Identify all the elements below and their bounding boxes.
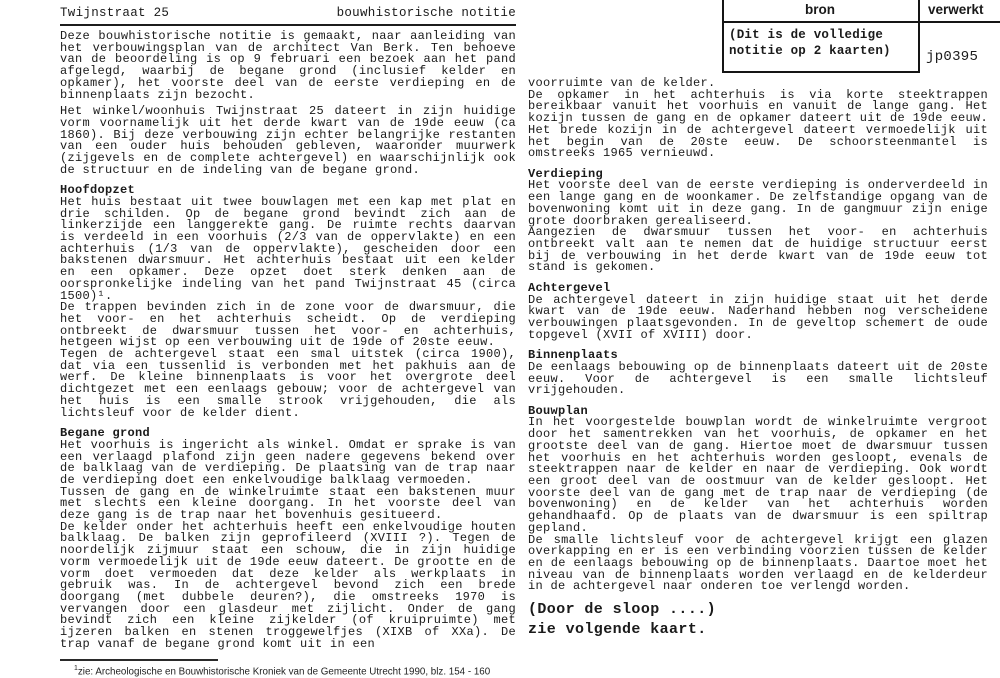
stamp-bottom-rule [722, 71, 920, 73]
closing-note-line: (Door de sloop ....) [528, 601, 717, 619]
intro-paragraph: Deze bouwhistorische notitie is gemaakt, naar aanleiding van het verbouwingsplan van de architect Van Berk. Ten behoeve van de beoordeling is op 9 februari een bezoek aan het pand afgelegd, waarbij de begane grond (inclusief kelder en opkamer), het voorste deel van de eerste verdieping en de binnenplaats zijn bezocht. [60, 29, 516, 102]
section-paragraph: Aangezien de dwarsmuur tussen het voor- en achterhuis ontbreekt valt aan te nemen dat de huidige structuur eerst bij de verbouwing in het derde kwart van de 19de eeuw tot stand is gekomen. [528, 225, 988, 275]
section-paragraph: De achtergevel dateert in zijn huidige staat uit het derde kwart van de 19de eeuw. Naderhand hebben nog verscheidene verbouwingen plaatsgevonden. In de geveltop schemert de oude topgevel (XVII of XVIII) door. [528, 292, 988, 342]
section-paragraph: De kelder onder het achterhuis heeft een enkelvoudige houten balklaag. De balken zijn geprofileerd (XVIII ?). Tegen de noordelijk zijmuur staat een schouw, die in zijn huidige vorm vermoedelijk uit de 19de eeuw dateert. De grootte en de vorm doet vermoeden dat deze kelder als werkplaats in gebruik was. In de achtergevel bevond zich een brede doorgang (met dubbele deuren?), die omstreeks 1970 is vervangen door een glasdeur met zijlicht. Onder de gang bevindt zich een kleine zijkelder (of kruipruimte) met ijzeren balken en stenen troggewelfjes (XIXB of XXa). De trap vanaf de begane grond komt uit in een [60, 519, 516, 651]
stamp-verwerkt-header: verwerkt [928, 2, 984, 17]
footnote-text: zie: Archeologische en Bouwhistorische Kroniek van de Gemeente Utrecht 1990, blz. 154 - 160 [77, 666, 491, 678]
stamp-header-rule [722, 21, 1000, 23]
section-paragraph: Tegen de achtergevel staat een smal uitstek (circa 1900), dat via een tussenlid is verbonden met het pakhuis aan de werf. De kleine binnenplaats is voor het overgrote deel dichtgezet met een eenlaags gebouw; voor de achtergevel van het huis is een smalle strook vrijgehouden, die als lichtsleuf voor de kelder dient. [60, 347, 516, 420]
section-heading-binnenplaats: Binnenplaats [528, 348, 619, 363]
section-heading-bouwplan: Bouwplan [528, 403, 589, 418]
left-column [60, 6, 516, 678]
section-paragraph: De opkamer in het achterhuis is via korte steektrappen bereikbaar vanuit het voorhuis en vanuit de lange gang. Het kozijn tussen de gang en de opkamer dateert uit de 19de eeuw. Het brede kozijn in de achtergevel dateert vermoedelijk uit het begin van de 20ste eeuw. De schoorsteenmantel is omstreeks 1965 vernieuwd. [528, 87, 988, 161]
section-heading-achtergevel: Achtergevel [528, 281, 611, 296]
page-header [60, 6, 516, 26]
stamp-bron-value: (Dit is de volledige notitie op 2 kaarten) [729, 28, 891, 58]
continuation-line: voorruimte van de kelder. [528, 76, 716, 90]
section-heading-verdieping: Verdieping [528, 166, 604, 181]
stamp-bron-header: bron [805, 2, 835, 17]
page-header-address: Twijnstraat 25 [60, 6, 170, 20]
closing-note-line: zie volgende kaart. [528, 621, 707, 639]
stamp-table [722, 0, 1000, 74]
right-column [528, 78, 988, 640]
section-paragraph: De trappen bevinden zich in de zone voor de dwarsmuur, die het voor- en het achterhuis scheidt. Op de verdieping ontbreekt de dwarsmuur tussen het voor- en achterhuis, hetgeen wijst op een verbouwing uit de 19de of 20ste eeuw. [60, 300, 516, 350]
footnote-rule [60, 659, 218, 661]
section-paragraph: Tussen de gang en de winkelruimte staat een bakstenen muur met slechts een kleine doorgang. In het voorste deel van deze gang is de trap naar het bovenhuis gesitueerd. [60, 484, 516, 523]
footnote [60, 665, 516, 677]
stamp-verwerkt-value: jp0395 [926, 49, 979, 65]
intro-paragraph: Het winkel/woonhuis Twijnstraat 25 dateert in zijn huidige vorm voornamelijk uit het derde kwart van de 19de eeuw (ca 1860). Bij deze verbouwing zijn echter belangrijke restanten van een ouder huis behouden gebleven, waaronder muurwerk (zijgevels en de complete achtergevel) en waarschijnlijk ook de structuur en de indeling van de begane grond. [60, 104, 516, 177]
section-paragraph: Het huis bestaat uit twee bouwlagen met een kap met plat en drie schilden. Op de begane grond bevindt zich aan de linkerzijde een langgerekte gang. De ruimte rechts daarvan is verdeeld in een voorhuis (2/3 van de oppervlakte) en een achterhuis (1/3 van de oppervlakte), gescheiden door een bakstenen dwarsmuur. Het achterhuis bestaat uit een kelder en een opkamer. Deze opzet doet sterk denken aan de oorspronkelijke indeling van het pand Twijnstraat 45 (circa 1500)¹. [60, 194, 516, 303]
section-paragraph: De eenlaags bebouwing op de binnenplaats dateert uit de 20ste eeuw. Voor de achtergevel is een smalle lichtsleuf vrijgehouden. [528, 359, 988, 398]
section-heading-begane-grond: Begane grond [60, 426, 151, 441]
section-paragraph: De smalle lichtsleuf voor de achtergevel krijgt een glazen overkapping en er is een verbinding voorzien tussen de kelder en de eenlaags bebouwing op de binnenplaats. Daartoe moet het niveau van de binnenplaats worden verlaagd en de kelderdeur in de achtergevel naar onderen toe verlengd worden. [528, 532, 988, 594]
section-heading-hoofdopzet: Hoofdopzet [60, 183, 136, 198]
section-paragraph: In het voorgestelde bouwplan wordt de winkelruimte vergroot door het samentrekken van het voorhuis, de opkamer en het grootste deel van de gang. Hiertoe moet de dwarsmuur tussen het voorhuis en het achterhuis worden gesloopt, evenals de steektrappen naar de kelder en naar de verdieping. Ook wordt een groot deel van de oostmuur van de kelder gesloopt. Het voorste deel van de gang met de trap naar de verdieping (de bovenwoning) en de kelder van het achterhuis worden gehandhaafd. Op de plaats van de dwarsmuur is een spiltrap gepland. [528, 415, 988, 535]
stamp-column-divider [918, 0, 920, 73]
section-paragraph: Het voorhuis is ingericht als winkel. Omdat er sprake is van een verlaagd plafond zijn geen nadere gegevens bekend over de balklaag van de verdieping. De plaatsing van de trap naar de verdieping doet een enkelvoudige balklaag vermoeden. [60, 437, 516, 487]
footnote-marker: 1 [74, 665, 78, 673]
section-paragraph: Het voorste deel van de eerste verdieping is onderverdeeld in een lange gang en de woonkamer. De zelfstandige opgang van de bovenwoning komt uit in deze gang. In de gangmuur zijn enige grote doorbraken gerealiseerd. [528, 178, 988, 228]
closing-note [528, 600, 988, 640]
page-header-doctype: bouwhistorische notitie [336, 6, 516, 20]
